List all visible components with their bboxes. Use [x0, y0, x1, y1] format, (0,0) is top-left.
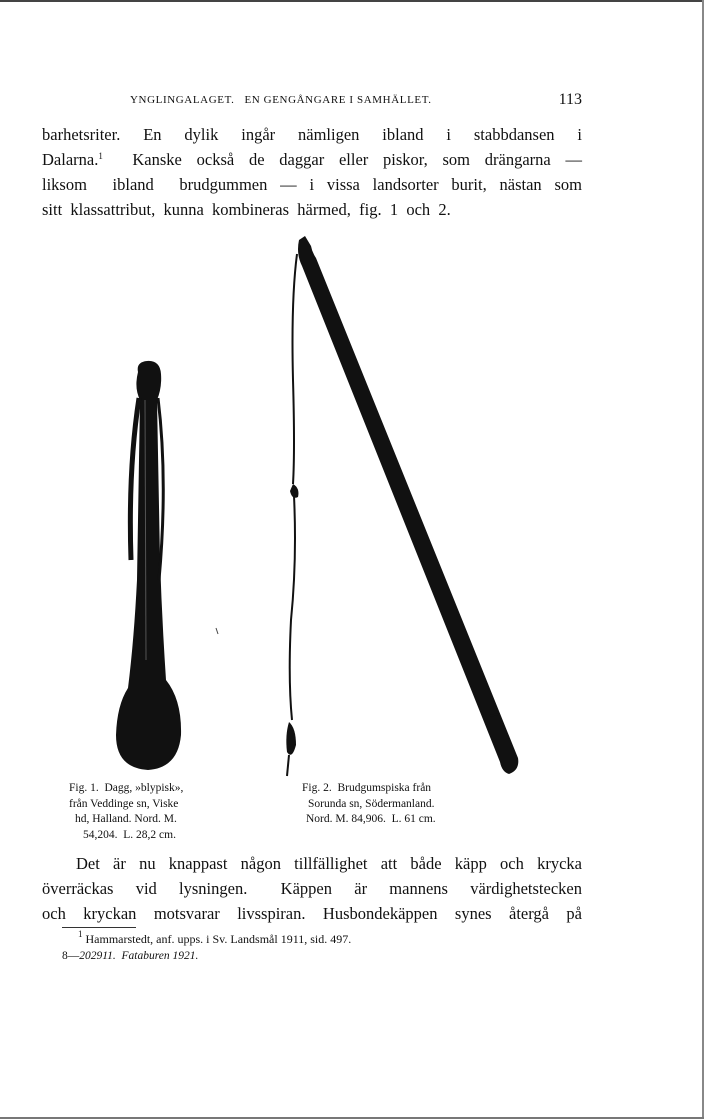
- footnote-marker: 1: [78, 929, 83, 939]
- figure-2-whip-illustration: [286, 236, 518, 776]
- footnote: [78, 929, 352, 947]
- footnote-divider: [62, 927, 136, 928]
- paragraph-2-line-3: och kryckan motsvarar livsspiran. Husbondekäppen synes återgå på: [42, 904, 582, 923]
- figure-1-dagg-illustration: [116, 361, 218, 770]
- imprint-number: 202911.: [79, 950, 116, 962]
- figure-2-caption-line: Nord. M. 84,906. L. 61 cm.: [306, 813, 436, 825]
- figure-2-caption-line: Fig. 2. Brudgumspiska från: [302, 782, 432, 794]
- figure-1-caption-line: från Veddinge sn, Viske: [69, 797, 179, 810]
- footnote-ref: 1: [98, 151, 103, 161]
- running-title: YNGLINGALAGET. EN GENGÅNGARE I SAMHÄLLET.: [130, 94, 432, 106]
- paragraph-2-line-1: Det är nu knappast någon tillfällighet att både käpp och krycka: [76, 854, 582, 873]
- figure-1-caption-line: Fig. 1. Dagg, »blypisk»,: [69, 782, 184, 794]
- page-number: 113: [558, 91, 582, 108]
- paragraph-2-line-2: överräckas vid lysningen. Käppen är mannens värdighetstecken: [42, 879, 582, 898]
- figure-2-caption: [302, 781, 436, 828]
- paragraph-2: [42, 851, 582, 926]
- paragraph-1-line-4: sitt klassattribut, kunna kombineras härmed, fig. 1 och 2.: [42, 200, 451, 219]
- paragraph-1-line-2a: Dalarna.: [42, 150, 99, 169]
- paragraph-1-line-1: barhetsriter. En dylik ingår nämligen ibland i stabbdansen i: [42, 125, 582, 144]
- figure-2-caption-line: Sorunda sn, Södermanland.: [308, 797, 435, 810]
- footnote-text: Hammarstedt, anf. upps. i Sv. Landsmål 1911, sid. 497.: [85, 932, 352, 946]
- imprint-signature: 8—: [62, 950, 80, 962]
- figure-1-caption: [69, 781, 183, 843]
- paragraph-1-line-2b: Kanske också de daggar eller piskor, som drängarna —: [132, 150, 582, 169]
- paragraph-1-line-3: liksom ibland brudgummen — i vissa landsorter burit, nästan som: [42, 175, 582, 194]
- figure-1-caption-line: 54,204. L. 28,2 cm.: [83, 828, 176, 841]
- imprint-journal: Fataburen 1921.: [121, 950, 199, 962]
- figure-1-caption-line: hd, Halland. Nord. M.: [75, 813, 177, 825]
- printer-imprint: [62, 950, 198, 962]
